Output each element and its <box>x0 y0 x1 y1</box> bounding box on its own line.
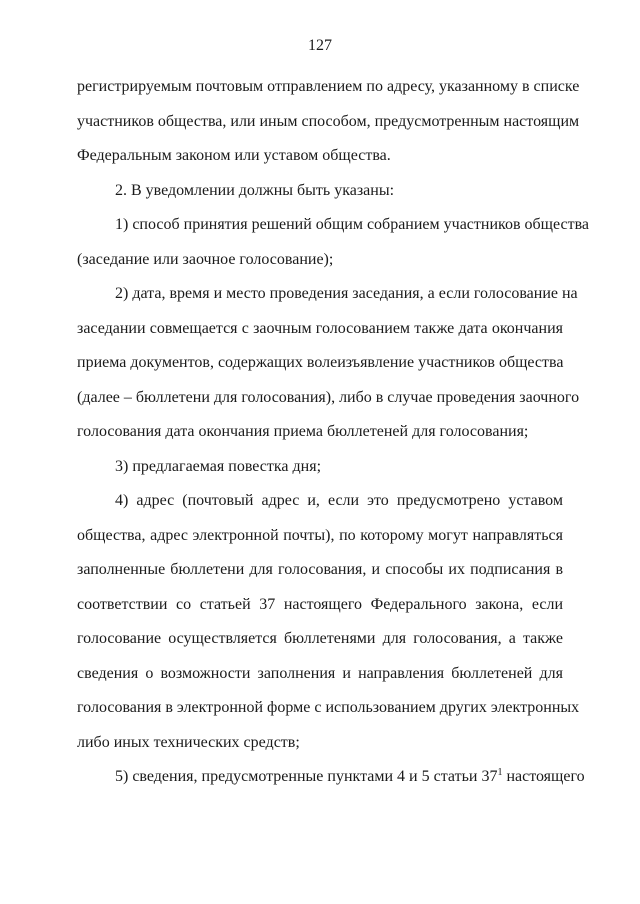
text-line: (далее – бюллетени для голосования), либо в случае проведения заочного <box>77 388 580 406</box>
text-line: Федеральным законом или уставом общества. <box>77 147 391 164</box>
text-line: (заседание или заочное голосование); <box>77 250 334 268</box>
text-line: 1) способ принятия решений общим собранием участников общества <box>115 216 590 233</box>
text-line: заседании совмещается с заочным голосованием также дата окончания <box>77 319 563 337</box>
superscript: 1 <box>497 767 503 778</box>
page-number: 127 <box>308 37 332 54</box>
text-line: 3) предлагаемая повестка дня; <box>115 457 322 475</box>
text-line: регистрируемым почтовым отправлением по адресу, указанному в списке <box>77 78 580 95</box>
text-line-with-superscript <box>77 766 585 801</box>
text-line: 2. В уведомлении должны быть указаны: <box>115 181 395 199</box>
text-line: голосования дата окончания приема бюллетеней для голосования; <box>77 423 529 440</box>
text-line: голосования в электронной форме с использованием других электронных <box>77 699 580 716</box>
text-line: соответствии со статьей 37 настоящего Федерального закона, если <box>77 595 563 613</box>
text-line: общества, адрес электронной почты), по которому могут направляться <box>77 526 563 544</box>
text-line: либо иных технических средств; <box>77 733 300 751</box>
text-line: голосование осуществляется бюллетенями для голосования, а также <box>77 630 563 647</box>
text-line: сведения о возможности заполнения и направления бюллетеней для <box>77 664 563 682</box>
text-line: участников общества, или иным способом, предусмотренным настоящим <box>77 112 580 130</box>
text-line: приема документов, содержащих волеизъявление участников общества <box>77 354 564 371</box>
text-line: 2) дата, время и место проведения заседания, а если голосование на <box>115 285 578 302</box>
text-line: заполненные бюллетени для голосования, и способы их подписания в <box>77 561 563 578</box>
text-segment: настоящего <box>502 768 585 785</box>
text-segment: 5) сведения, предусмотренные пунктами 4 и 5 статьи 37 <box>115 768 498 785</box>
document-body <box>77 76 590 801</box>
text-line: 4) адрес (почтовый адрес и, если это предусмотрено уставом <box>115 492 563 509</box>
